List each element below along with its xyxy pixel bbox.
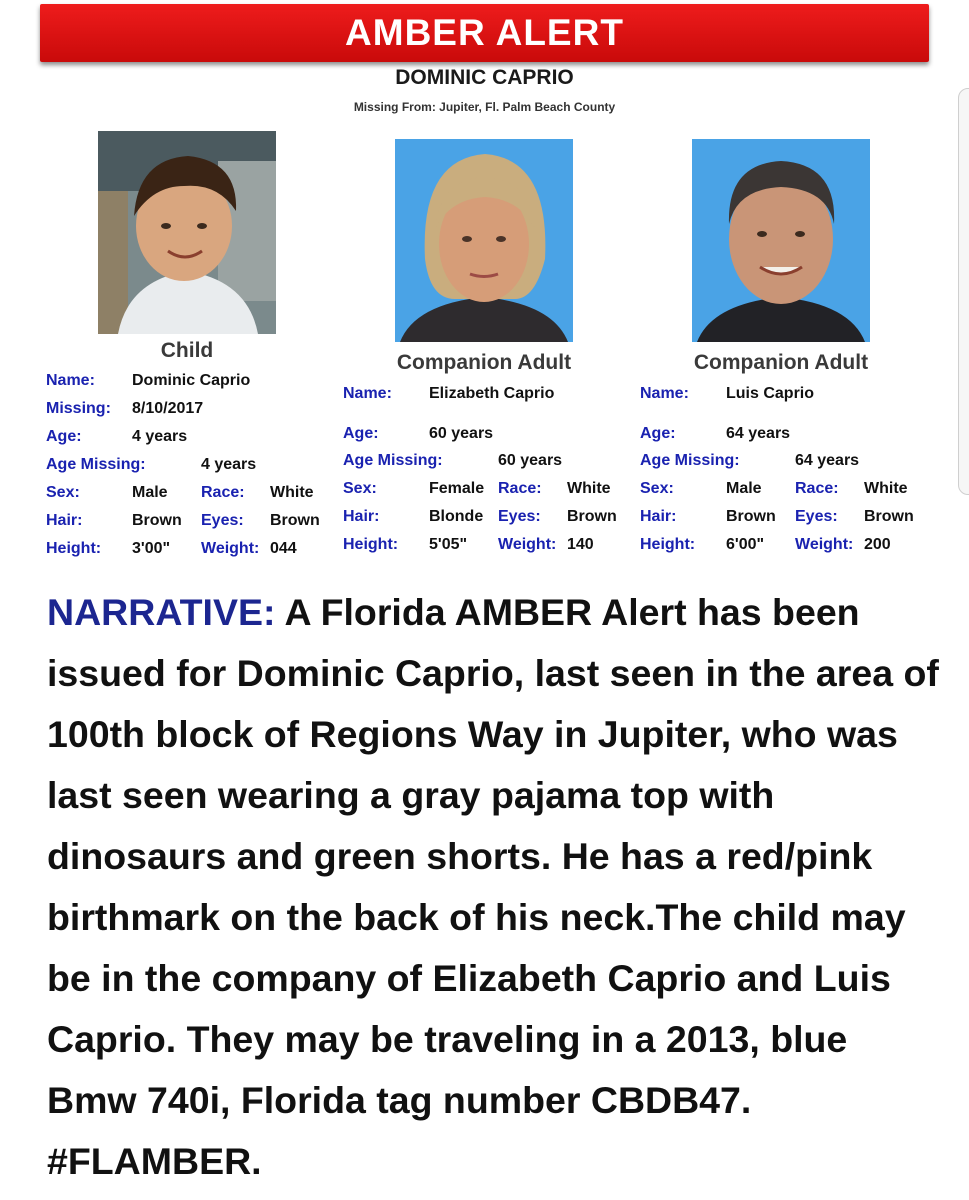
child-missing-value: 8/10/2017 <box>132 400 204 417</box>
companion-1-name-label: Name: <box>343 385 392 402</box>
child-eyes-value: Brown <box>270 512 320 529</box>
child-race-label: Race: <box>201 484 245 501</box>
companion-1-age-value: 60 years <box>429 425 494 442</box>
companion-2-sex-label: Sex: <box>640 480 674 497</box>
child-eyes-label: Eyes: <box>201 512 244 529</box>
child-height-label: Height: <box>46 540 102 557</box>
companion-1-height-value: 5'05" <box>429 536 468 553</box>
companion-1-caption: Companion Adult <box>396 351 572 374</box>
amber-alert-banner <box>40 4 929 62</box>
child-weight-label: Weight: <box>201 540 260 557</box>
narrative <box>47 582 942 1192</box>
companion-2-age-missing-value: 64 years <box>795 452 860 469</box>
missing-from-location: Missing From: Jupiter, Fl. Palm Beach County <box>353 100 616 114</box>
child-height-value: 3'00" <box>132 540 171 557</box>
companion-1-eyes-label: Eyes: <box>498 508 541 525</box>
child-name-label: Name: <box>46 372 95 389</box>
child-sex-label: Sex: <box>46 484 80 501</box>
companion-2-weight-label: Weight: <box>795 536 854 553</box>
child-weight-value: 044 <box>270 540 297 557</box>
child-photo <box>98 131 276 334</box>
child-race-value: White <box>270 484 314 501</box>
page-title: DOMINIC CAPRIO <box>395 66 574 89</box>
companion-2-race-value: White <box>864 480 908 497</box>
companion-1-sex-value: Female <box>429 480 485 497</box>
companion-2-hair-value: Brown <box>726 508 776 525</box>
narrative-text: A Florida AMBER Alert has been issued for Dominic Caprio, last seen in the area of 100th block of Regions Way in Jupiter, who was last seen wearing a gray pajama top with dinosaurs and green shorts. He has a red/pink birthmark on the back of his neck.The child may be in the company of Elizabeth Caprio and Luis Caprio. They may be traveling in a 2013, blue Bmw 740i, Florida tag number CBDB47. #FLAMBER. <box>47 591 939 1182</box>
companion-1-weight-label: Weight: <box>498 536 557 553</box>
companion-2-name-label: Name: <box>640 385 689 402</box>
companion-2-hair-label: Hair: <box>640 508 677 525</box>
companion-1-height-label: Height: <box>343 536 399 553</box>
companion-2-age-label: Age: <box>640 425 676 442</box>
companion-1-photo <box>395 139 573 342</box>
companion-2-age-value: 64 years <box>726 425 791 442</box>
child-name-value: Dominic Caprio <box>132 372 251 389</box>
companion-2-age-missing-label: Age Missing: <box>640 452 740 469</box>
companion-1-race-value: White <box>567 480 611 497</box>
child-age-value: 4 years <box>132 428 188 445</box>
companion-1-name-value: Elizabeth Caprio <box>429 385 555 402</box>
side-panel-edge <box>958 88 969 495</box>
child-hair-value: Brown <box>132 512 182 529</box>
child-age-label: Age: <box>46 428 82 445</box>
companion-1-age-missing-value: 60 years <box>498 452 563 469</box>
child-missing-label: Missing: <box>46 400 111 417</box>
companion-2-race-label: Race: <box>795 480 839 497</box>
companion-1-age-missing-label: Age Missing: <box>343 452 443 469</box>
child-sex-value: Male <box>132 484 168 501</box>
companion-1-sex-label: Sex: <box>343 480 377 497</box>
companion-2-eyes-label: Eyes: <box>795 508 838 525</box>
companion-1-weight-value: 140 <box>567 536 594 553</box>
child-age-missing-value: 4 years <box>201 456 257 473</box>
companion-1-age-label: Age: <box>343 425 379 442</box>
narrative-label: NARRATIVE: <box>47 591 276 633</box>
companion-2-sex-value: Male <box>726 480 762 497</box>
companion-2-height-label: Height: <box>640 536 696 553</box>
companion-2-eyes-value: Brown <box>864 508 914 525</box>
companion-1-hair-label: Hair: <box>343 508 380 525</box>
child-hair-label: Hair: <box>46 512 83 529</box>
companion-1-eyes-value: Brown <box>567 508 617 525</box>
child-age-missing-label: Age Missing: <box>46 456 146 473</box>
companion-1-race-label: Race: <box>498 480 542 497</box>
companion-2-caption: Companion Adult <box>693 351 869 374</box>
companion-2-weight-value: 200 <box>864 536 891 553</box>
companion-2-photo <box>692 139 870 342</box>
companion-2-height-value: 6'00" <box>726 536 765 553</box>
companion-2-name-value: Luis Caprio <box>726 385 815 402</box>
banner-title: AMBER ALERT <box>345 12 624 53</box>
child-caption: Child <box>160 339 214 362</box>
companion-1-hair-value: Blonde <box>429 508 484 525</box>
